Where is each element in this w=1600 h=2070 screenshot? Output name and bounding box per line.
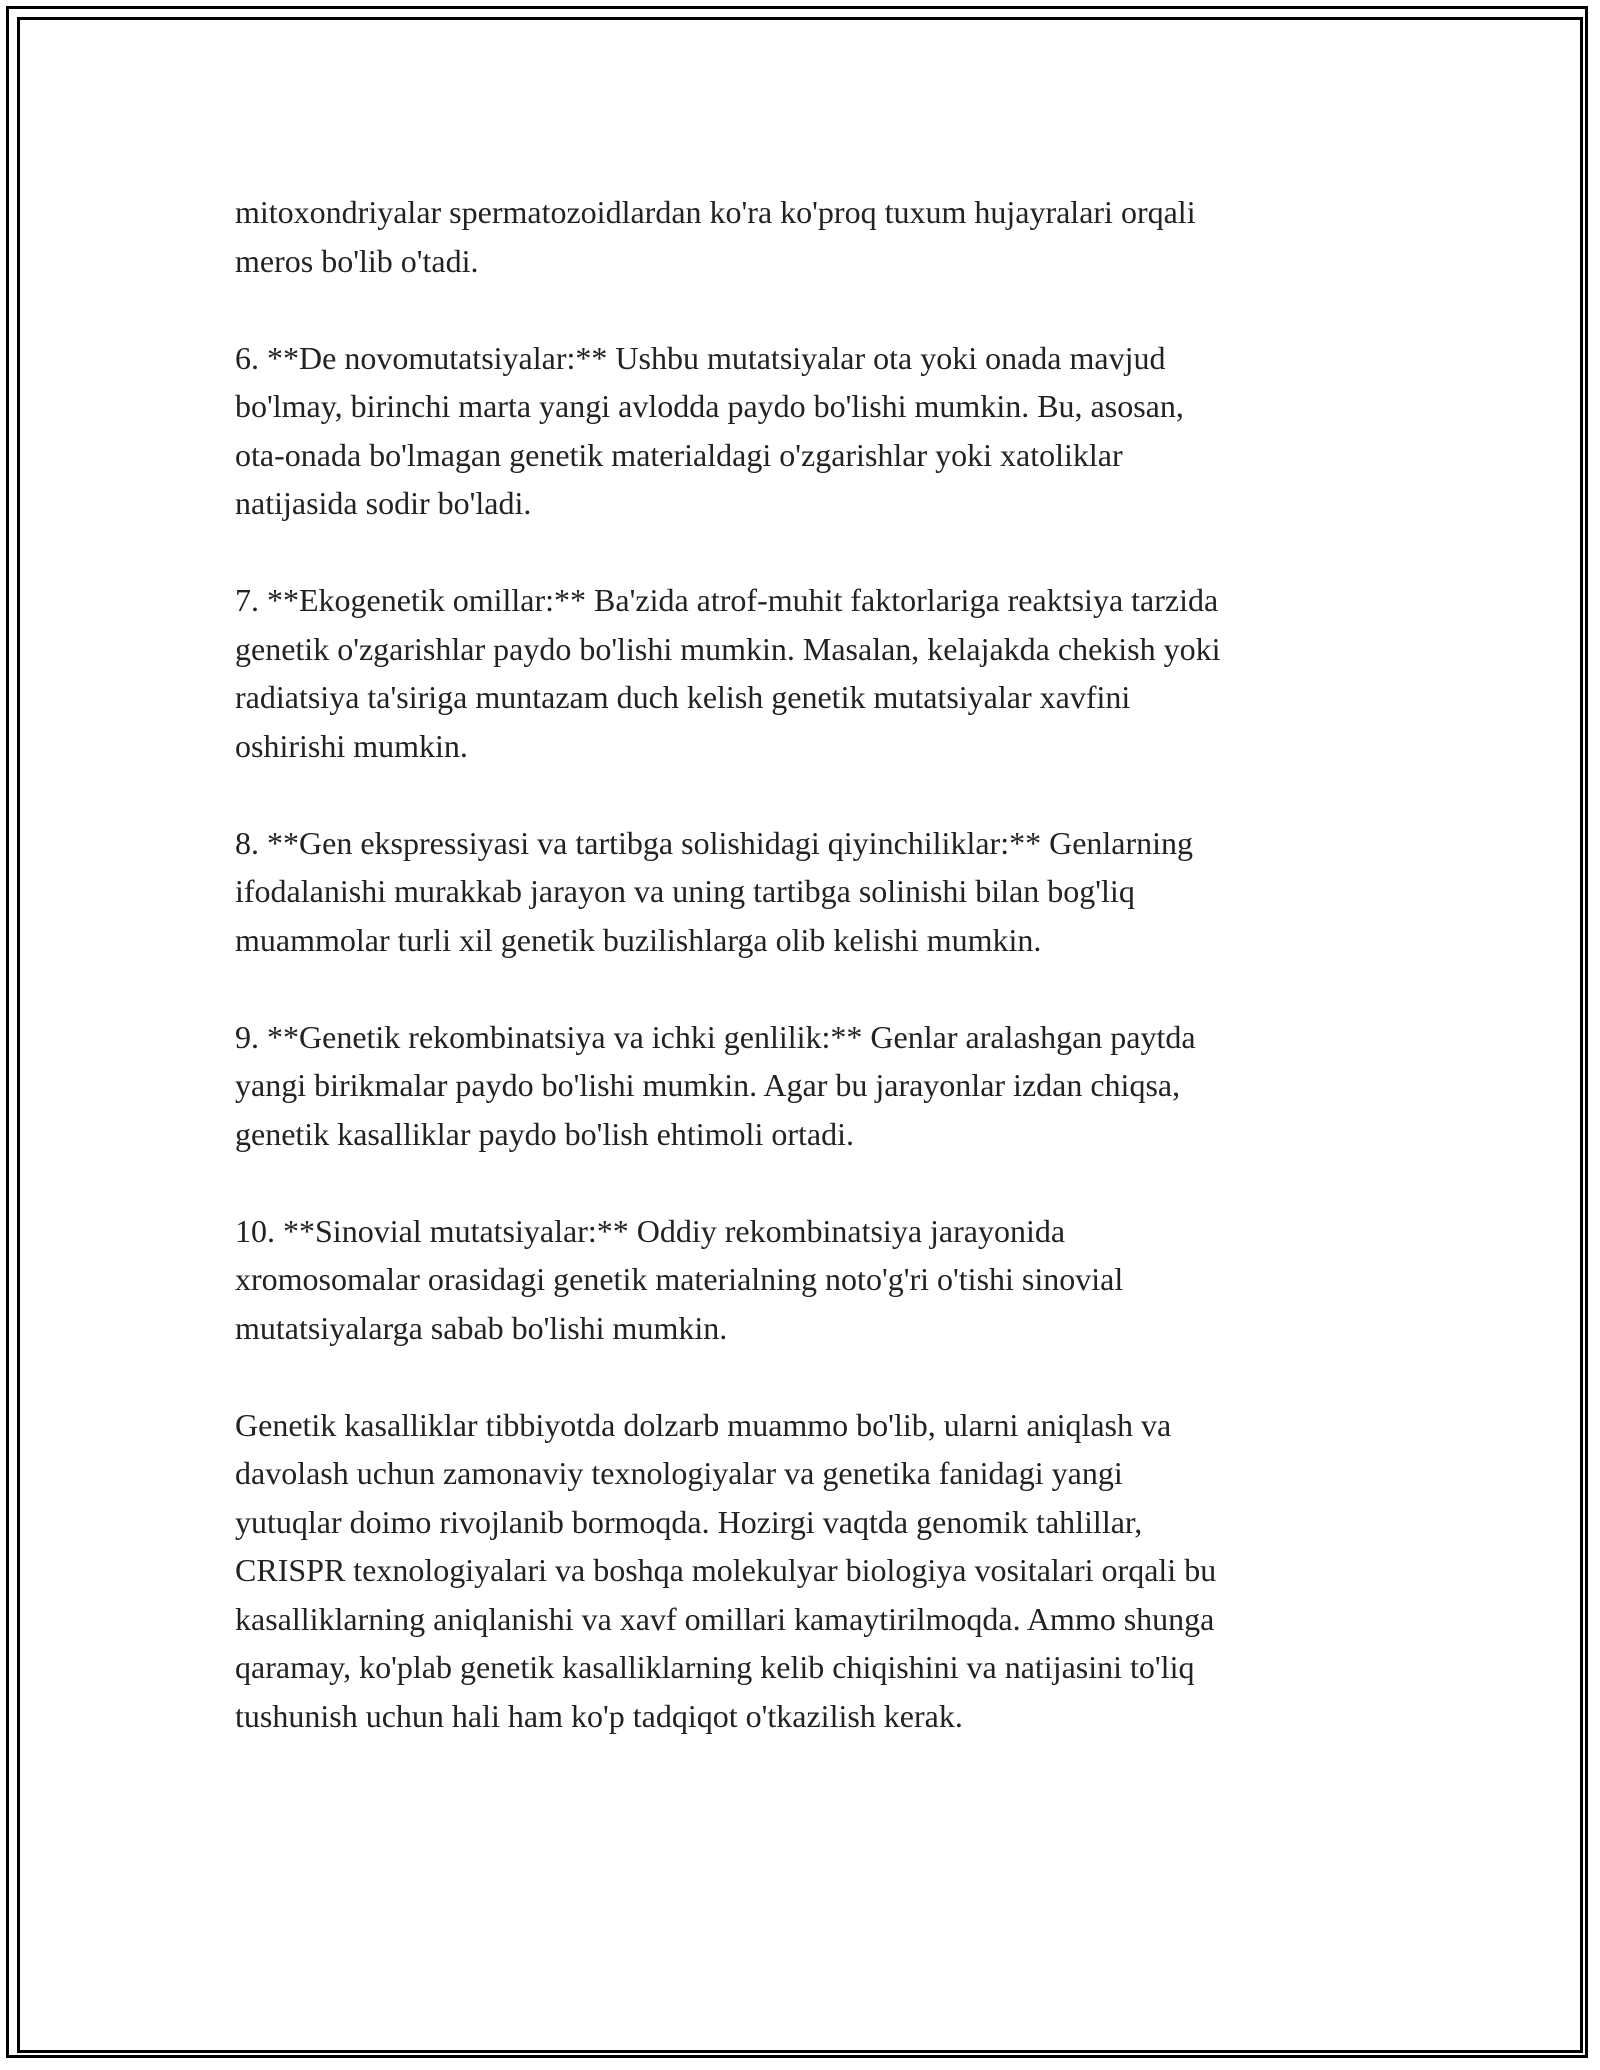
text-line: qaramay, ko'plab genetik kasalliklarning kelib chiqishini va natijasini to'liq bbox=[235, 1649, 1195, 1685]
paragraph-item-7 bbox=[235, 576, 1375, 770]
text-line: radiatsiya ta'siriga muntazam duch kelish genetik mutatsiyalar xavfini bbox=[235, 679, 1131, 715]
text-line: ota-onada bo'lmagan genetik materialdagi o'zgarishlar yoki xatoliklar bbox=[235, 436, 1123, 473]
text-line: ifodalanishi murakkab jarayon va uning tartibga solinishi bilan bog'liq bbox=[235, 873, 1135, 909]
paragraph-item-9 bbox=[235, 1013, 1375, 1159]
text-line: davolash uchun zamonaviy texnologiyalar va genetika fanidagi yangi bbox=[235, 1455, 1123, 1491]
text-line: xromosomalar orasidagi genetik materialning noto'g'ri o'tishi sinovial bbox=[235, 1261, 1124, 1297]
text-line: muammolar turli xil genetik buzilishlarga olib kelishi mumkin. bbox=[235, 921, 1042, 958]
text-line: 10. **Sinovial mutatsiyalar:** Oddiy rekombinatsiya jarayonida bbox=[235, 1212, 1066, 1249]
text-line: 7. **Ekogenetik omillar:** Ba'zida atrof-muhit faktorlariga reaktsiya tarzida bbox=[235, 582, 1219, 618]
text-line: meros bo'lib o'tadi. bbox=[235, 242, 479, 279]
text-line: genetik o'zgarishlar paydo bo'lishi mumkin. Masalan, kelajakda chekish yoki bbox=[235, 630, 1221, 667]
text-line: yangi birikmalar paydo bo'lishi mumkin. Agar bu jarayonlar izdan chiqsa, bbox=[235, 1067, 1181, 1103]
paragraph-item-10 bbox=[235, 1207, 1375, 1353]
text-line: mitoxondriyalar spermatozoidlardan ko'ra ko'proq tuxum hujayralari orqali bbox=[235, 194, 1196, 230]
text-line: natijasida sodir bo'ladi. bbox=[235, 485, 532, 521]
paragraph-item-8 bbox=[235, 819, 1375, 965]
document-body bbox=[235, 188, 1375, 1740]
text-line: 6. **De novomutatsiyalar:** Ushbu mutatsiyalar ota yoki onada mavjud bbox=[235, 339, 1166, 376]
text-line: tushunish uchun hali ham ko'p tadqiqot o'tkazilish kerak. bbox=[235, 1697, 963, 1734]
text-line: 9. **Genetik rekombinatsiya va ichki genlilik:** Genlar aralashgan paytda bbox=[235, 1018, 1196, 1055]
text-line: CRISPR texnologiyalari va boshqa molekulyar biologiya vositalari orqali bu bbox=[235, 1552, 1217, 1588]
text-line: yutuqlar doimo rivojlanib bormoqda. Hozirgi vaqtda genomik tahlillar, bbox=[235, 1503, 1143, 1540]
text-line: 8. **Gen ekspressiyasi va tartibga solishidagi qiyinchiliklar:** Genlarning bbox=[235, 824, 1194, 861]
text-line: bo'lmay, birinchi marta yangi avlodda paydo bo'lishi mumkin. Bu, asosan, bbox=[235, 388, 1184, 424]
text-line: oshirishi mumkin. bbox=[235, 727, 468, 764]
text-line: genetik kasalliklar paydo bo'lish ehtimoli ortadi. bbox=[235, 1115, 854, 1152]
text-line: kasalliklarning aniqlanishi va xavf omillari kamaytirilmoqda. Ammo shunga bbox=[235, 1600, 1215, 1637]
paragraph-item-6 bbox=[235, 334, 1375, 528]
paragraph-conclusion bbox=[235, 1401, 1375, 1741]
text-line: Genetik kasalliklar tibbiyotda dolzarb muammo bo'lib, ularni aniqlash va bbox=[235, 1406, 1172, 1443]
text-line: mutatsiyalarga sabab bo'lishi mumkin. bbox=[235, 1309, 728, 1346]
paragraph-mitochondria-continuation bbox=[235, 188, 1375, 285]
